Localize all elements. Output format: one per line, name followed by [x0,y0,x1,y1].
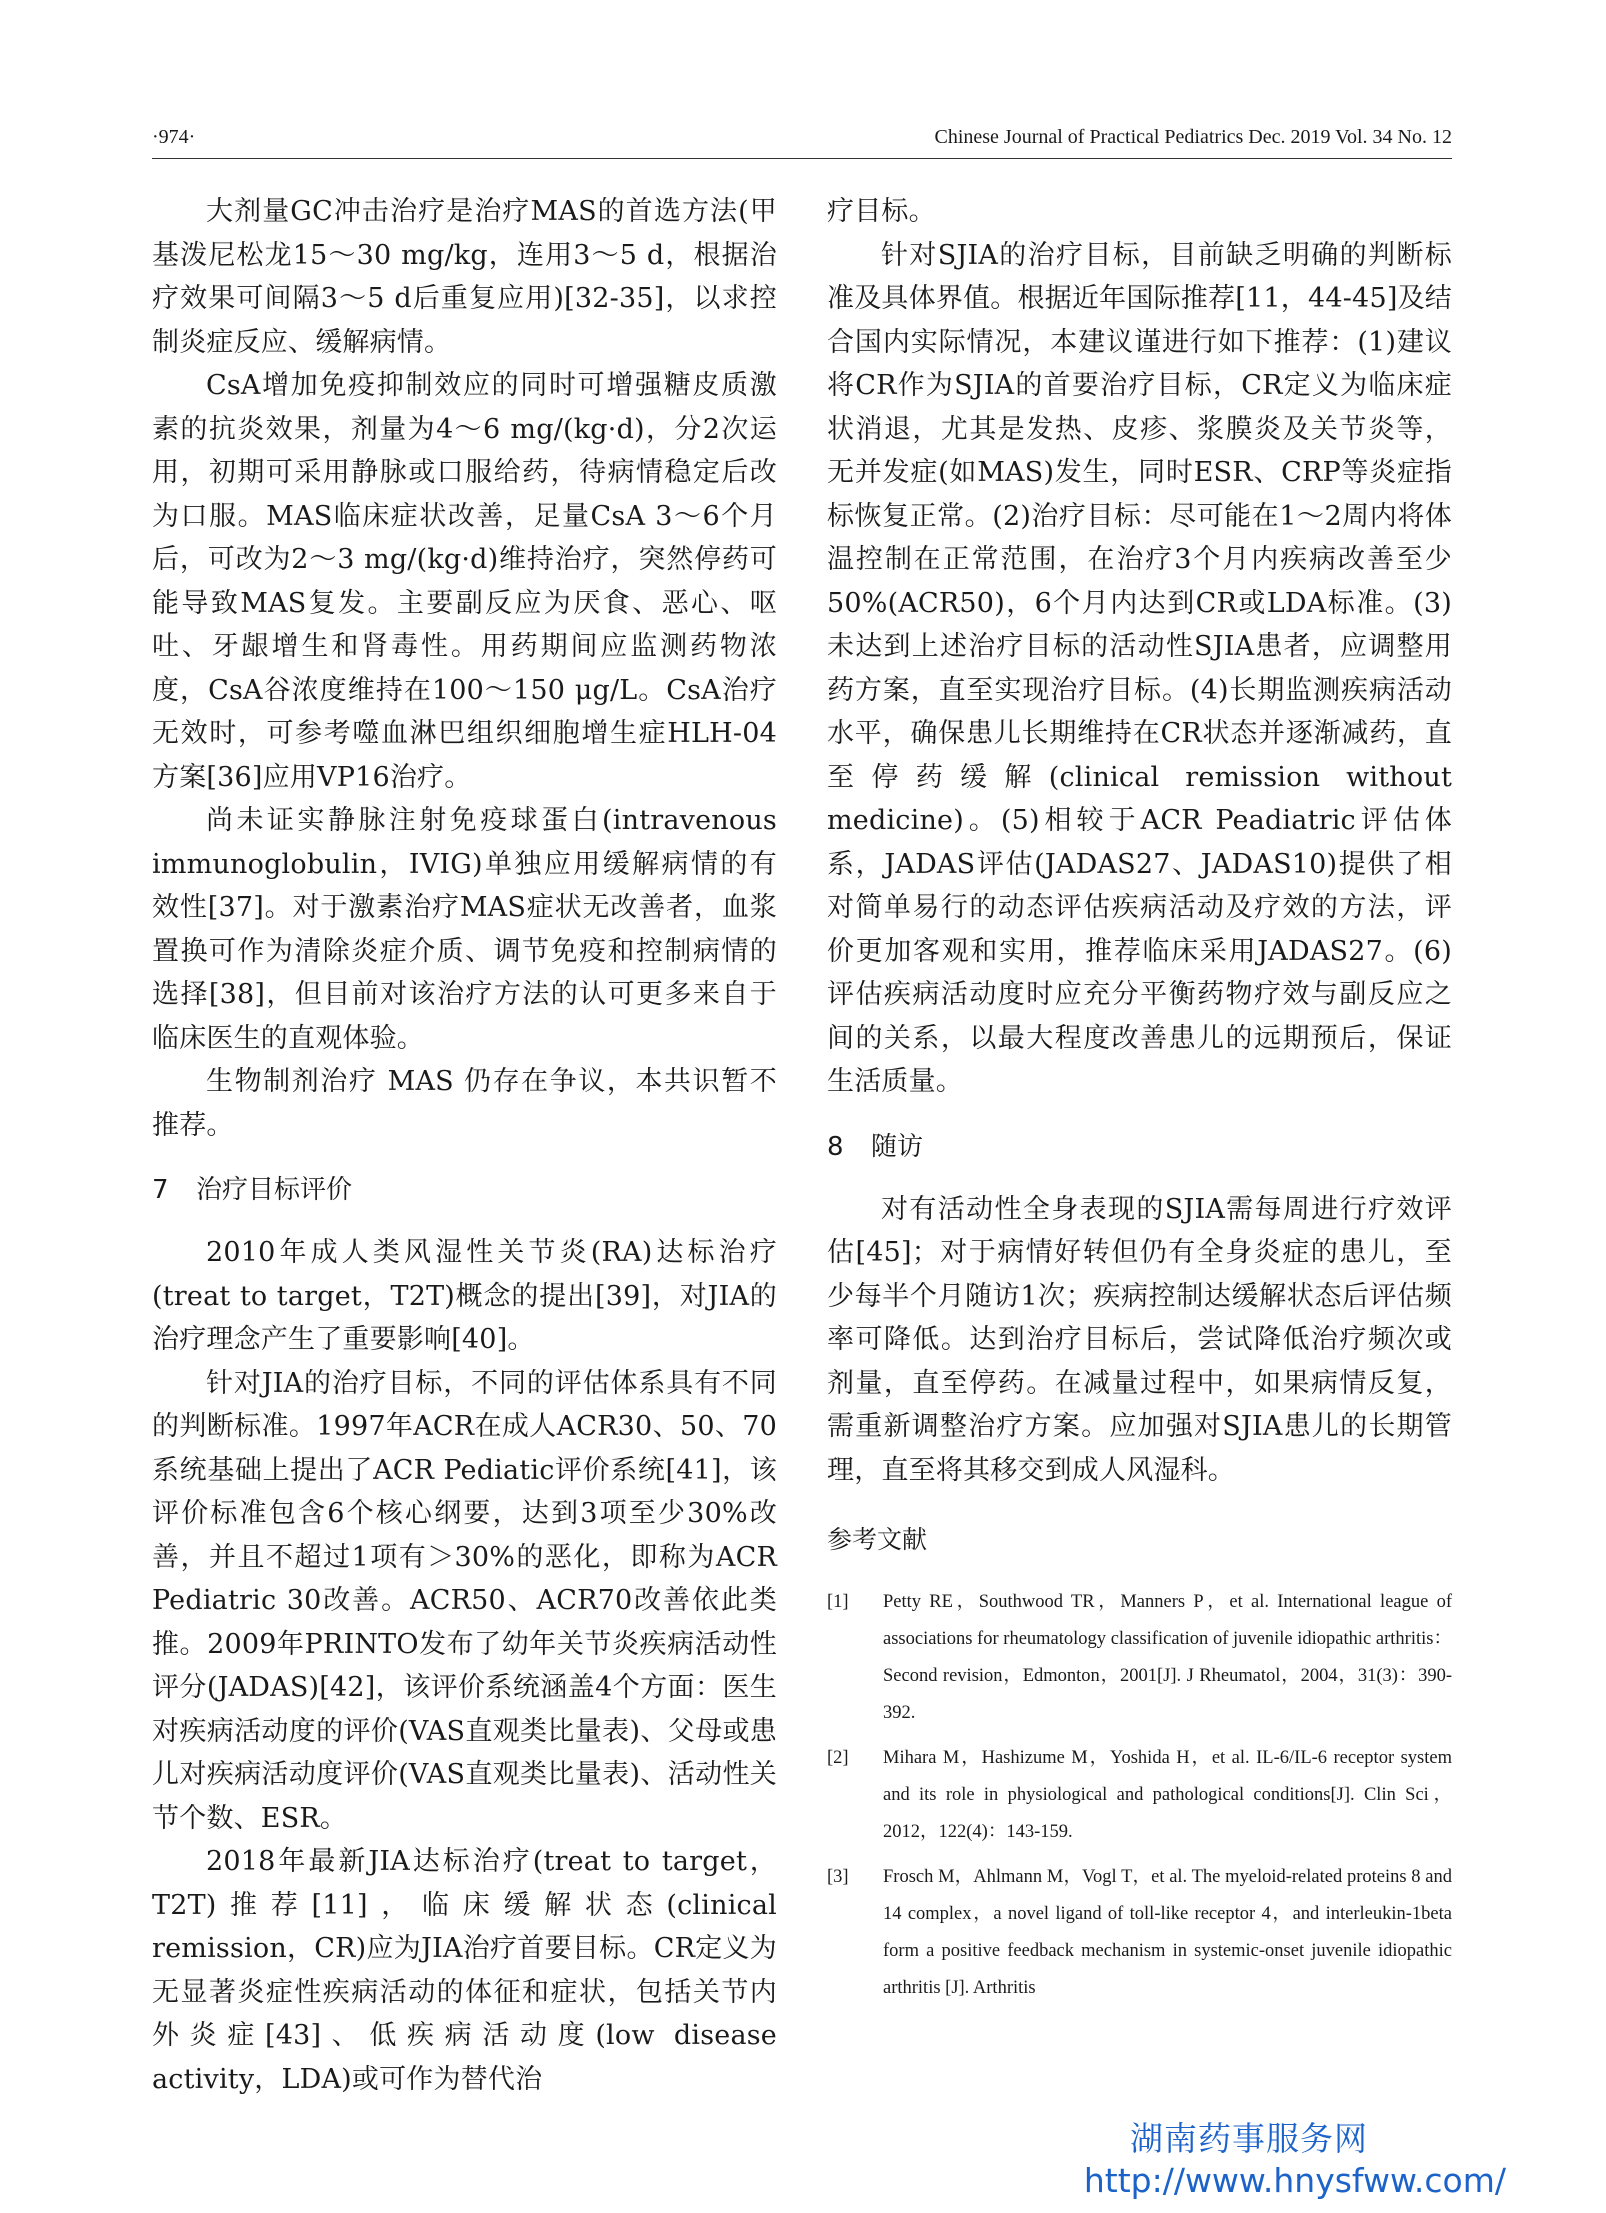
section-title: 治疗目标评价 [196,1175,353,1205]
watermark-site-name: 湖南药事服务网 [1130,2119,1368,2158]
reference-text: Petty RE，Southwood TR，Manners P，et al. International league of associations for rheumatology classification of juvenile idiopathic arthritis：Second revision，Edmonton，2001[J]. J Rheumatol，2004，31(3)：390-392. [883,1592,1452,1723]
reference-item [827,1859,1452,2007]
left-column [152,190,777,2101]
section-heading-7 [152,1171,777,1209]
section-title: 随访 [871,1131,924,1162]
reference-number: [3] [827,1867,849,1887]
reference-item [827,1584,1452,1732]
watermark-url: http://www.hnysfww.com/ [1083,2161,1506,2200]
site-watermark [1084,2118,1506,2202]
reference-item [827,1740,1452,1851]
references-heading: 参考文献 [827,1525,928,1554]
section-number: 8 [827,1131,844,1162]
page-number: ·974· [152,126,196,148]
paragraph-gc-pulse: 大剂量GC冲击治疗是治疗MAS的首选方法(甲基泼尼松龙15～30 mg/kg，连用3～5 d，根据治疗效果可间隔3～5 d后重复应用)[32-35]，以求控制炎症反应、缓解病情。 [152,196,777,358]
paragraph-t2t-2018: 2018年最新JIA达标治疗(treat to target，T2T)推荐[11]，临床缓解状态(clinical remission，CR)应为JIA治疗首要目标。CR定义为无显著炎症性疾病活动的体征和症状，包括关节内外炎症[43]、低疾病活动度(low disease activity，LDA)或可作为替代治 [152,1846,777,2095]
header-rule [152,158,1452,159]
paragraph-csa: CsA增加免疫抑制效应的同时可增强糖皮质激素的抗炎效果，剂量为4～6 mg/(kg·d)，分2次运用，初期可采用静脉或口服给药，待病情稳定后改为口服。MAS临床症状改善，足量CsA 3～6个月后，可改为2～3 mg/(kg·d)维持治疗，突然停药可能导致MAS复发。主要副反应为厌食、恶心、呕吐、牙龈增生和肾毒性。用药期间应监测药物浓度，CsA谷浓度维持在100～150 μg/L。CsA治疗无效时，可参考噬血淋巴组织细胞增生症HLH-04方案[36]应用VP16治疗。 [152,370,777,793]
section-heading-8 [827,1128,1452,1166]
reference-text: Mihara M，Hashizume M，Yoshida H，et al. IL-6/IL-6 receptor system and its role in physiological and pathological conditions[J]. Clin Sci，2012，122(4)：143-159. [883,1748,1452,1842]
running-header [152,126,1452,160]
paragraph-biologics: 生物制剂治疗 MAS 仍存在争议，本共识暂不推荐。 [152,1066,777,1141]
paragraph-t2t-2010: 2010年成人类风湿性关节炎(RA)达标治疗(treat to target，T2T)概念的提出[39]，对JIA的治疗理念产生了重要影响[40]。 [152,1237,777,1355]
paragraph-ivig: 尚未证实静脉注射免疫球蛋白(intravenous immunoglobulin，IVIG)单独应用缓解病情的有效性[37]。对于激素治疗MAS症状无改善者，血浆置换可作为清除炎症介质、调节免疫和控制病情的选择[38]，但目前对该治疗方法的认可更多来自于临床医生的直观体验。 [152,805,777,1054]
paragraph-continuation: 疗目标。 [827,196,936,227]
journal-citation: Chinese Journal of Practical Pediatrics Dec. 2019 Vol. 34 No. 12 [934,126,1452,148]
reference-number: [2] [827,1748,849,1768]
reference-text: Frosch M，Ahlmann M，Vogl T，et al. The myeloid-related proteins 8 and 14 complex，a novel ligand of toll-like receptor 4，and interleukin-1beta form a positive feedback mechanism in systemic-onset juvenile idiopathic arthritis [J]. Arthritis [883,1867,1452,1998]
reference-list [827,1584,1452,2007]
right-column [827,190,1452,2015]
paragraph-jia-assessment: 针对JIA的治疗目标，不同的评估体系具有不同的判断标准。1997年ACR在成人ACR30、50、70系统基础上提出了ACR Pediatic评价系统[41]，该评价标准包含6个核心纲要，达到3项至少30%改善，并且不超过1项有＞30%的恶化，即称为ACR Pediatric 30改善。ACR50、ACR70改善依此类推。2009年PRINTO发布了幼年关节炎疾病活动性评分(JADAS)[42]，该评价系统涵盖4个方面：医生对疾病活动度的评价(VAS直观类比量表)、父母或患儿对疾病活动度评价(VAS直观类比量表)、活动性关节个数、ESR。 [152,1367,777,1834]
paragraph-sjia-targets: 针对SJIA的治疗目标，目前缺乏明确的判断标准及具体界值。根据近年国际推荐[11，44-45]及结合国内实际情况，本建议谨进行如下推荐：(1)建议将CR作为SJIA的首要治疗目标，CR定义为临床症状消退，尤其是发热、皮疹、浆膜炎及关节炎等，无并发症(如MAS)发生，同时ESR、CRP等炎症指标恢复正常。(2)治疗目标：尽可能在1～2周内将体温控制在正常范围，在治疗3个月内疾病改善至少50%(ACR50)，6个月内达到CR或LDA标准。(3)未达到上述治疗目标的活动性SJIA患者，应调整用药方案，直至实现治疗目标。(4)长期监测疾病活动水平，确保患儿长期维持在CR状态并逐渐减药，直至停药缓解(clinical remission without medicine)。(5)相较于ACR Peadiatric评估体系，JADAS评估(JADAS27、JADAS10)提供了相对简单易行的动态评估疾病活动及疗效的方法，评价更加客观和实用，推荐临床采用JADAS27。(6)评估疾病活动度时应充分平衡药物疗效与副反应之间的关系，以最大程度改善患儿的远期预后，保证生活质量。 [827,239,1452,1097]
section-number: 7 [152,1175,169,1205]
paragraph-follow-up: 对有活动性全身表现的SJIA需每周进行疗效评估[45]；对于病情好转但仍有全身炎症的患儿，至少每半个月随访1次；疾病控制达缓解状态后评估频率可降低。达到治疗目标后，尝试降低治疗频次或剂量，直至停药。在减量过程中，如果病情反复，需重新调整治疗方案。应加强对SJIA患儿的长期管理，直至将其移交到成人风湿科。 [827,1193,1452,1486]
reference-number: [1] [827,1592,849,1612]
